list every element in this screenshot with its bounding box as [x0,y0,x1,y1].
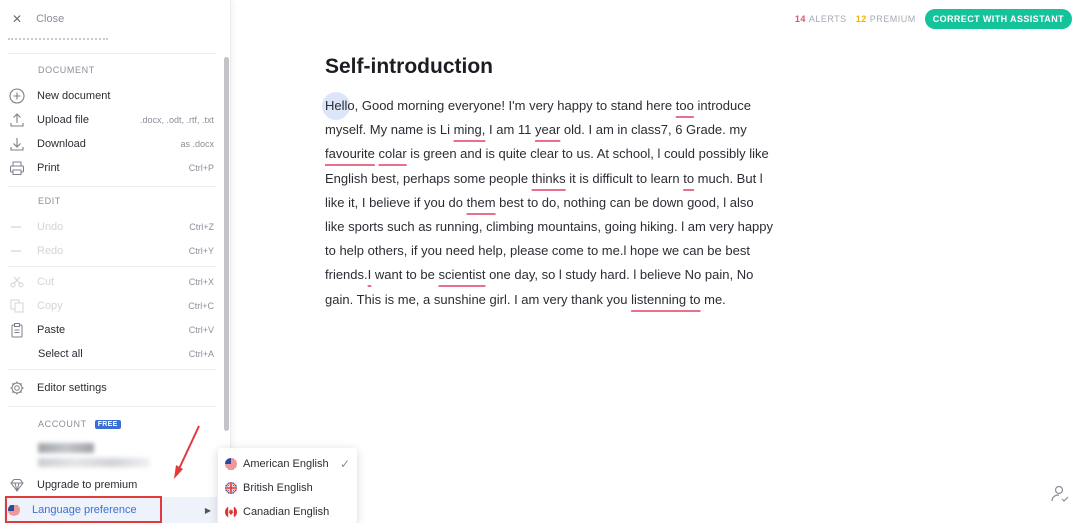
document-section-label: DOCUMENT [38,65,95,75]
document-title[interactable]: Self-introduction [325,55,493,78]
language-option-canadian[interactable]: Canadian English [218,501,357,523]
flagged-word[interactable]: scientist [438,267,486,283]
copy-item[interactable]: Copy Ctrl+C [8,296,214,316]
new-document-item[interactable]: New document [8,86,214,106]
free-badge: FREE [95,420,121,429]
redo-icon [8,242,26,260]
submenu-arrow-icon: ▶ [204,505,211,515]
language-option-british[interactable]: British English [218,477,357,499]
alerts-counter[interactable]: 14 ALERTS [794,14,847,24]
upload-icon [8,111,26,129]
close-label: Close [36,13,65,25]
us-flag-icon [225,458,237,470]
premium-counter[interactable]: 12 PREMIUM [855,14,916,24]
cut-item[interactable]: Cut Ctrl+X [8,272,214,292]
edit-section-label: EDIT [38,196,61,206]
flagged-word[interactable]: too [675,98,694,113]
diamond-icon [8,476,26,494]
print-item[interactable]: Print Ctrl+P [8,158,214,178]
canada-flag-icon [225,506,237,518]
top-toolbar [795,9,1072,29]
flagged-word[interactable]: listenning to [631,291,701,307]
checkmark-icon: ✓ [339,457,350,471]
copy-icon [8,297,26,315]
undo-icon [8,218,26,236]
correct-with-assistant-button[interactable]: CORRECT WITH ASSISTANT [925,9,1072,29]
divider [8,369,216,370]
divider [8,53,216,54]
scissors-icon [8,273,26,291]
printer-icon [8,159,26,177]
flagged-word[interactable]: I [367,267,372,283]
download-item[interactable]: Download as .docx [8,134,214,154]
divider [8,186,216,187]
clipboard-icon [8,321,26,339]
flagged-word[interactable]: to [683,170,695,186]
undo-item[interactable]: Undo Ctrl+Z [8,217,214,237]
upload-file-item[interactable]: Upload file .docx, .odt, .rtf, .txt [8,110,214,130]
redo-item[interactable]: Redo Ctrl+Y [8,241,214,261]
upgrade-premium-item[interactable]: Upgrade to premium [8,475,214,495]
divider [8,406,216,407]
user-profile-icon[interactable] [1050,484,1070,504]
flagged-word[interactable]: thinks [531,170,566,186]
annotation-highlight-box [5,496,162,523]
account-section-label: ACCOUNT FREE [38,419,121,429]
account-name-redacted [38,443,94,453]
editor-settings-item[interactable]: Editor settings [8,378,214,398]
divider [8,266,216,267]
account-email-redacted [38,458,150,467]
flagged-word[interactable]: them [466,194,496,210]
annotation-arrow [166,423,206,483]
document-body[interactable]: Hello, Good morning everyone! I'm very happy to stand here too introduce myself. My name is Li ming, I am 11 year old. I am in class7, 6 Grade. my favourite colar is green and is quite clear to us. At school, l could possibly like English best, perhaps some people thinks it is difficult to learn to much. But l like it, I believe if you do them best to do, nothing can be down good, l also like sports such as running, climbing mountains, going hiking. l am very happy to help others, if you need help, please come to me.l hope we can be best friends.I want to be scientist one day, so l study hard. l believe No pain, No gain. This is me, a sunshine girl. I am very thank you listenning to me. [325,98,774,307]
gear-icon [8,379,26,397]
flagged-word[interactable]: colar [378,146,407,162]
language-preference-item[interactable]: Language preference ▶ [4,497,217,523]
close-icon: ✕ [12,12,23,26]
paste-item[interactable]: Paste Ctrl+V [8,320,214,340]
flagged-word[interactable]: ming, [453,122,486,138]
plus-circle-icon [8,87,26,105]
clipped-menu-row [8,34,208,40]
flagged-word[interactable]: year [535,122,561,138]
language-option-american[interactable]: American English ✓ [218,453,357,475]
sidebar-scrollbar[interactable] [224,57,229,431]
uk-flag-icon [225,482,237,494]
language-submenu [218,448,357,523]
flagged-word[interactable]: favourite [325,146,375,162]
close-button[interactable] [12,12,64,26]
select-all-item[interactable]: Select all Ctrl+A [38,348,214,360]
download-icon [8,135,26,153]
